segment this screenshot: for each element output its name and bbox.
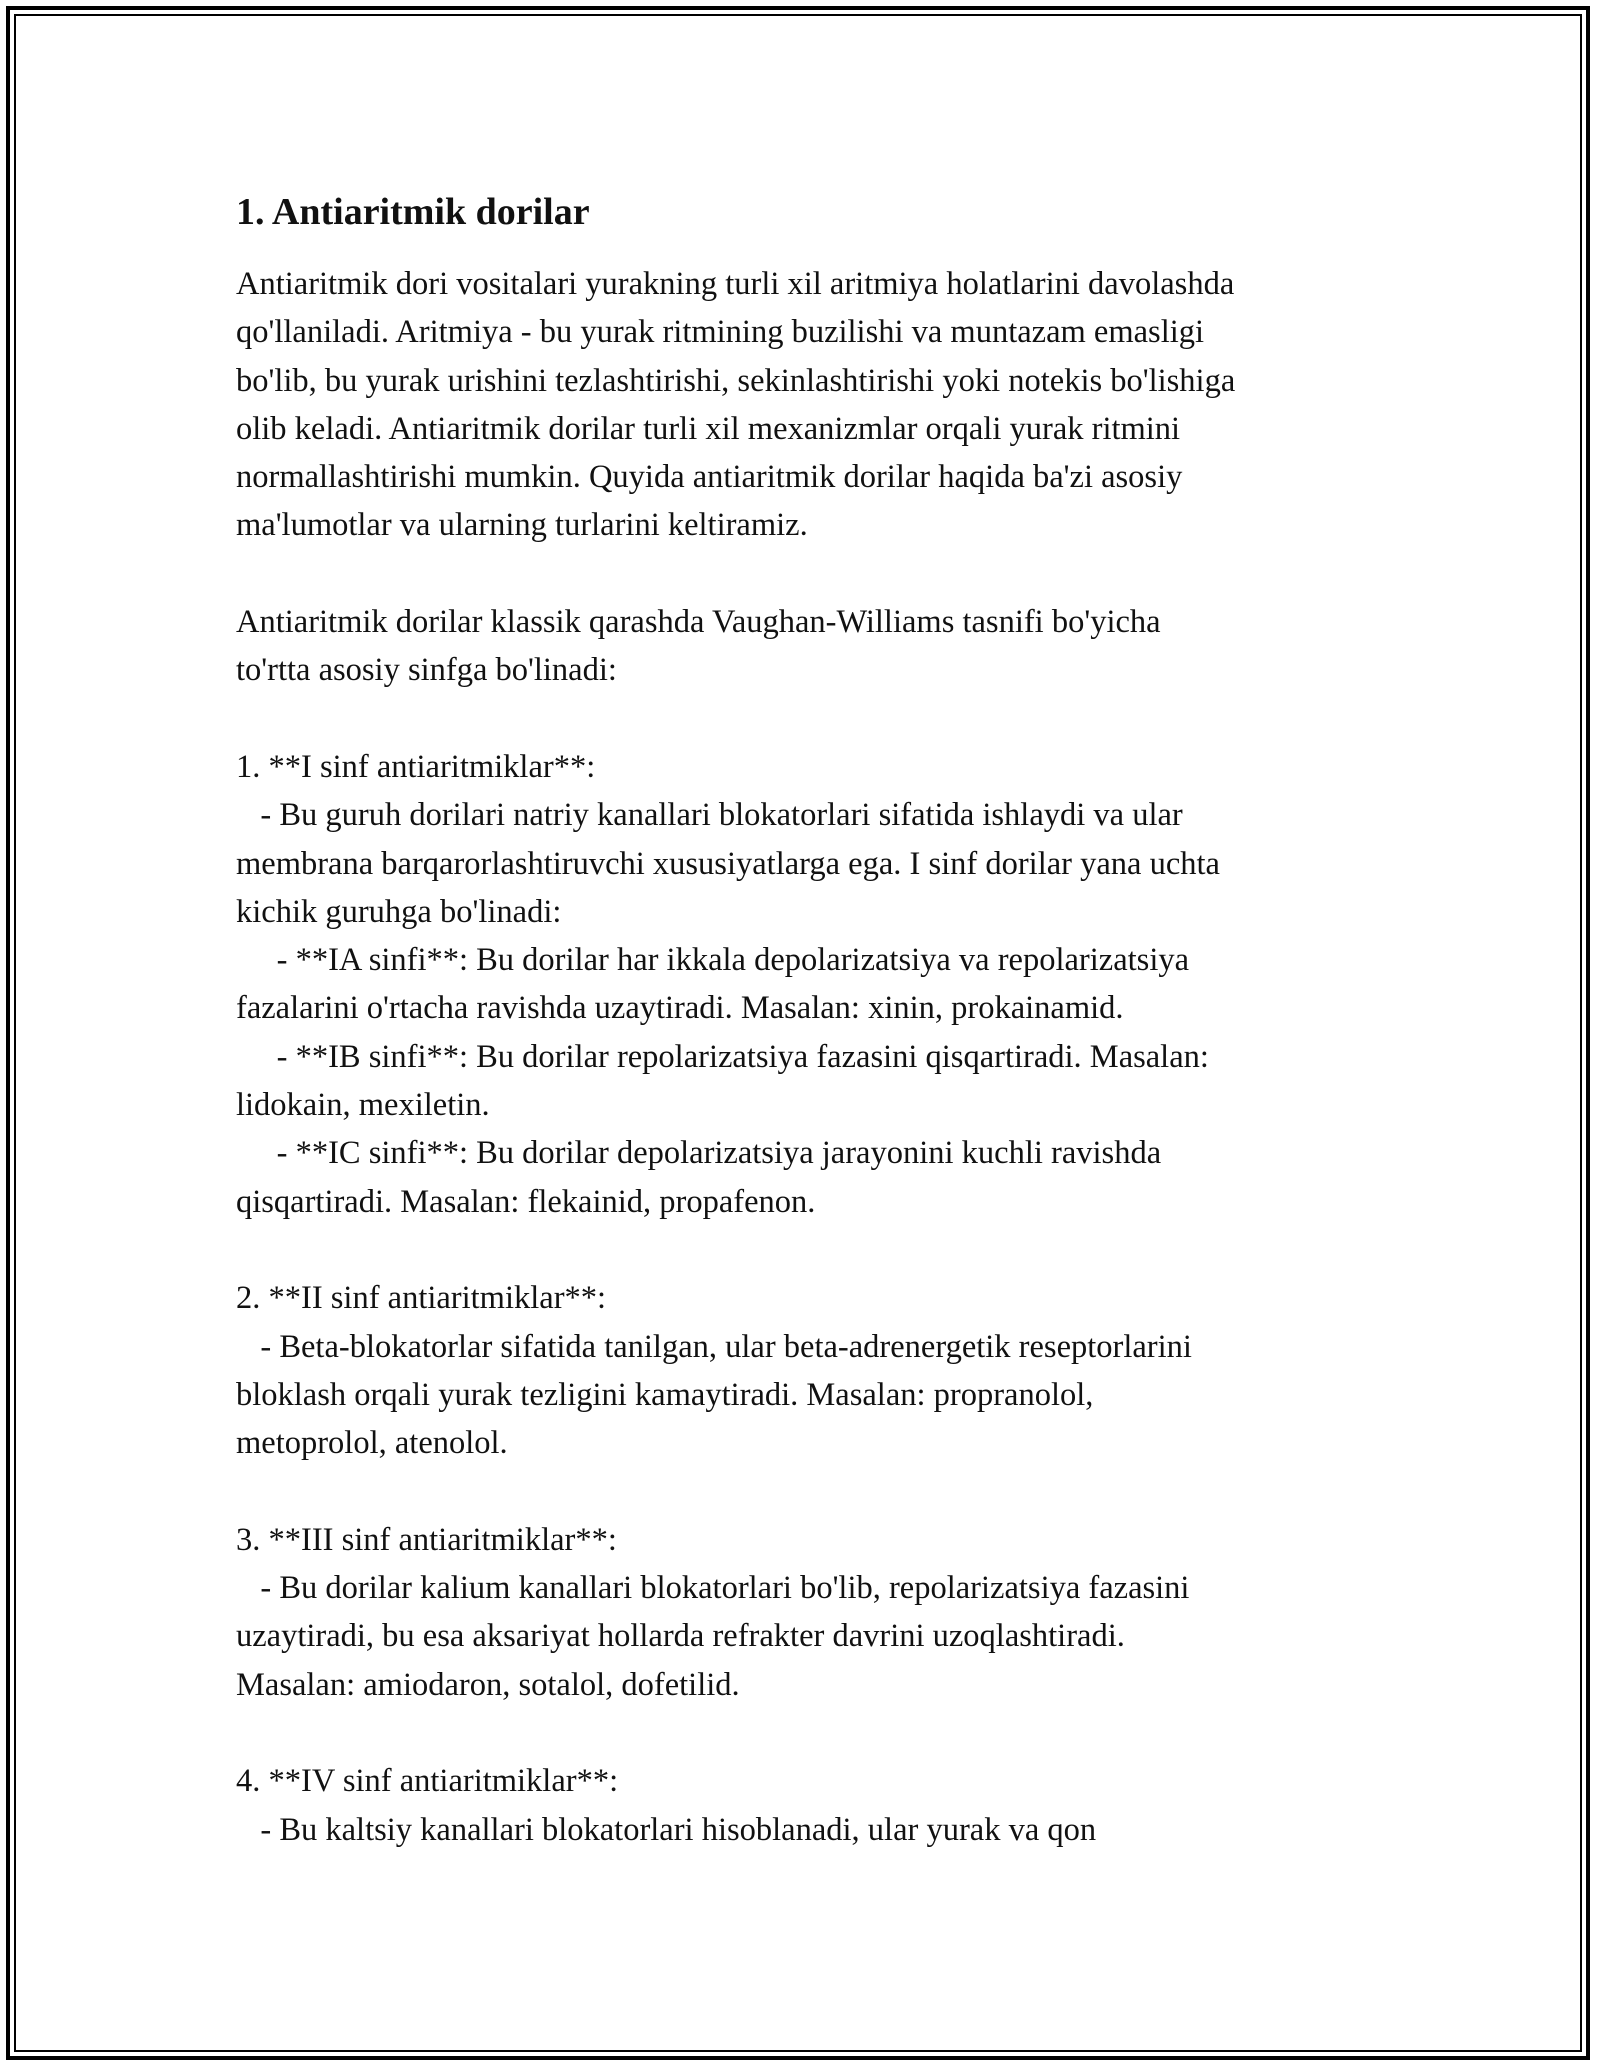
document-content (236, 186, 1396, 1854)
document-title: 1. Antiaritmik dorilar (236, 191, 590, 233)
document-body-text: Antiaritmik dori vositalari yurakning turli xil aritmiya holatlarini davolashda qo'llaniladi. Aritmiya - bu yurak ritmining buzilishi va muntazam emasligi bo'lib, bu yurak urishini tezlashtirishi, sekinlashtirishi yoki notekis bo'lishiga olib keladi. Antiaritmik dorilar turli xil mexanizmlar orqali yurak ritmini normallashtirishi mumkin. Quyida antiaritmik dorilar haqida ba'zi asosiy ma'lumotlar va ularning turlarini keltiramiz. Antiaritmik dorilar klassik qarashda Vaughan-Williams tasnifi bo'yicha to'rtta asosiy sinfga bo'linadi: 1. **I sinf antiaritmiklar**: - Bu guruh dorilari natriy kanallari blokatorlari sifatida ishlaydi va ular membrana barqarorlashtiruvchi xususiyatlarga ega. I sinf dorilar yana uchta kichik guruhga bo'linadi: - **IA sinfi**: Bu dorilar har ikkala depolarizatsiya va repolarizatsiya fazalarini o'rtacha ravishda uzaytiradi. Masalan: xinin, prokainamid. - **IB sinfi**: Bu dorilar repolarizatsiya fazasini qisqartiradi. Masalan: lidokain, mexiletin. - **IC sinfi**: Bu dorilar depolarizatsiya jarayonini kuchli ravishda qisqartiradi. Masalan: flekainid, propafenon. 2. **II sinf antiaritmiklar**: - Beta-blokatorlar sifatida tanilgan, ular beta-adrenergetik reseptorlarini bloklash orqali yurak tezligini kamaytiradi. Masalan: propranolol, metoprolol, atenolol. 3. **III sinf antiaritmiklar**: - Bu dorilar kalium kanallari blokatorlari bo'lib, repolarizatsiya fazasini uzaytiradi, bu esa aksariyat hollarda refrakter davrini uzoqlashtiradi. Masalan: amiodaron, sotalol, dofetilid. 4. **IV sinf antiaritmiklar**: - Bu kaltsiy kanallari blokatorlari hisoblanadi, ular yurak va qon (236, 266, 1236, 1848)
